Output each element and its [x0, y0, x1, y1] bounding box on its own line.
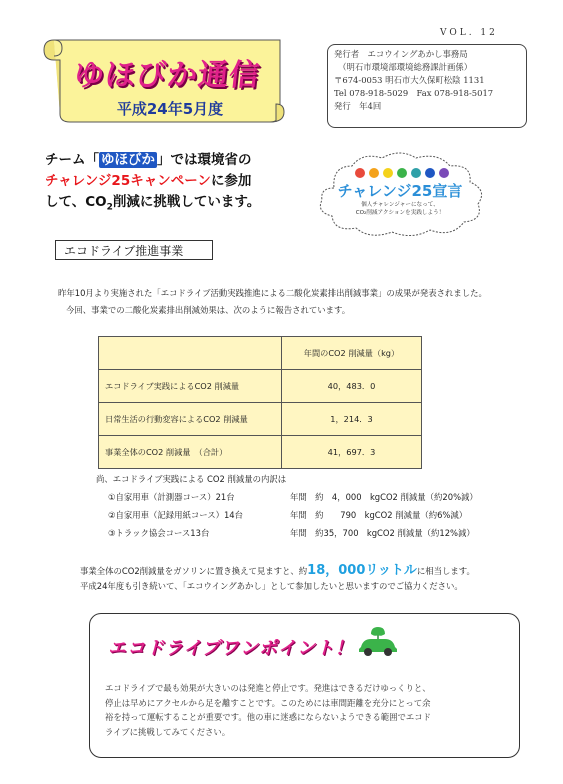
- body-paragraph: 昨年10月より実施された「エコドライブ活動実践推進による二酸化炭素排出削減事業」の成果が発表されました。: [58, 288, 487, 298]
- table-cell: 1，214．3: [282, 403, 422, 436]
- tagline-line: CO₂削減アクションを実践しよう！: [355, 210, 445, 216]
- challenge25-tagline: [330, 201, 470, 217]
- icon-circle: [355, 168, 365, 178]
- onepoint-line: ライブに挑戦してみてください。: [105, 726, 231, 737]
- onepoint-line: エコドライブで最も効果が大きいのは発進と停止です。発進はできるだけゆっくりと、: [105, 683, 431, 693]
- publisher-line: （明石市環境部環境総務課計画係）: [334, 62, 473, 72]
- intro-statement: [45, 150, 295, 219]
- onepoint-text: [105, 681, 507, 739]
- body-paragraph: 今回、事業での二酸化炭素排出削減効果は、次のように報告されています。: [66, 305, 351, 315]
- table-row: [99, 370, 422, 403]
- gasoline-equivalent: 18，000リットル: [307, 563, 417, 578]
- table-cell: エコドライブ実践によるCO2 削減量: [99, 370, 282, 403]
- publisher-info-box: [327, 44, 527, 128]
- eco-car-icon: [355, 625, 401, 657]
- table-header-row: [99, 337, 422, 370]
- volume-number: VOL. 12: [440, 28, 498, 38]
- table-cell: 事業全体のCO2 削減量 （合計）: [99, 436, 282, 469]
- summary-text: 事業全体のCO2削減量をガソリンに置き換えて見ますと、約: [80, 566, 308, 576]
- table-cell: 41，697．3: [282, 436, 422, 469]
- onepoint-line: 裕を持って運転することが重要です。他の車に迷惑にならないようできる範囲でエコド: [105, 712, 431, 722]
- breakdown-name: ①自家用車（計測器コース）21台: [108, 492, 235, 502]
- breakdown-intro: 尚、エコドライブ実践による CO2 削減量の内訳は: [96, 474, 287, 484]
- table-row: [99, 403, 422, 436]
- breakdown-name: ②自家用車（記録用紙コース）14台: [108, 510, 243, 520]
- onepoint-title: エコドライブワンポイント！: [108, 638, 354, 659]
- campaign-name: チャレンジ25キャンペーン: [45, 173, 211, 189]
- icon-circle: [397, 168, 407, 178]
- onepoint-line: 停止は早めにアクセルから足を離すことです。このためには車間距離を充分にとって余: [105, 697, 431, 708]
- table-row: [99, 436, 422, 469]
- icon-circle: [411, 168, 421, 178]
- issue-date: 平成24年5月度: [116, 100, 224, 118]
- icon-circle: [439, 168, 449, 178]
- table-cell: 40，483．0: [282, 370, 422, 403]
- subscript: 2: [106, 202, 113, 213]
- icon-circle: [425, 168, 435, 178]
- breakdown-value: 年間 約 4，000 kgCO2 削減量（約20%減）: [290, 492, 478, 502]
- summary-text: に相当します。: [416, 566, 475, 576]
- challenge25-logo-text: チャレンジ25宣言: [337, 182, 463, 200]
- breakdown-value: 年間 約35，700 kgCO2 削減量（約12%減）: [290, 528, 475, 538]
- table-cell: [99, 337, 282, 370]
- table-cell: 日常生活の行動変容によるCO2 削減量: [99, 403, 282, 436]
- team-name: ゆほびか: [101, 152, 155, 168]
- breakdown-name: ③トラック協会コース13台: [108, 528, 210, 538]
- publisher-frequency: 発行 年4回: [334, 101, 382, 111]
- breakdown-value: 年間 約 790 kgCO2 削減量（約6%減）: [290, 510, 468, 520]
- publisher-contact: Tel 078-918-5029 Fax 078-918-5017: [334, 88, 494, 98]
- intro-text: 」では環境省の: [157, 152, 252, 168]
- newsletter-title: ゆほびか通信: [72, 58, 262, 93]
- publisher-line: 発行者 エコウイングあかし事務局: [334, 49, 468, 59]
- icon-circle: [369, 168, 379, 178]
- intro-text: チーム「: [45, 152, 99, 168]
- results-table: [98, 336, 422, 469]
- publisher-address: 〒674-0053 明石市大久保町松陰 1131: [334, 75, 485, 85]
- summary-line: [80, 559, 560, 578]
- intro-text: に参加: [210, 173, 252, 189]
- section-heading: エコドライブ推進事業: [55, 240, 213, 260]
- summary-line: 平成24年度も引き続いて、「エコウイングあかし」として参加したいと思いますのでご協力ください。: [80, 581, 463, 591]
- icon-circle: [383, 168, 393, 178]
- table-header: 年間のCO2 削減量（kg）: [282, 337, 422, 370]
- tagline-line: 個人チャレンジャーになって、: [361, 202, 439, 208]
- intro-text: して、CO: [45, 194, 107, 210]
- intro-text: 削減に挑戦しています。: [112, 194, 261, 210]
